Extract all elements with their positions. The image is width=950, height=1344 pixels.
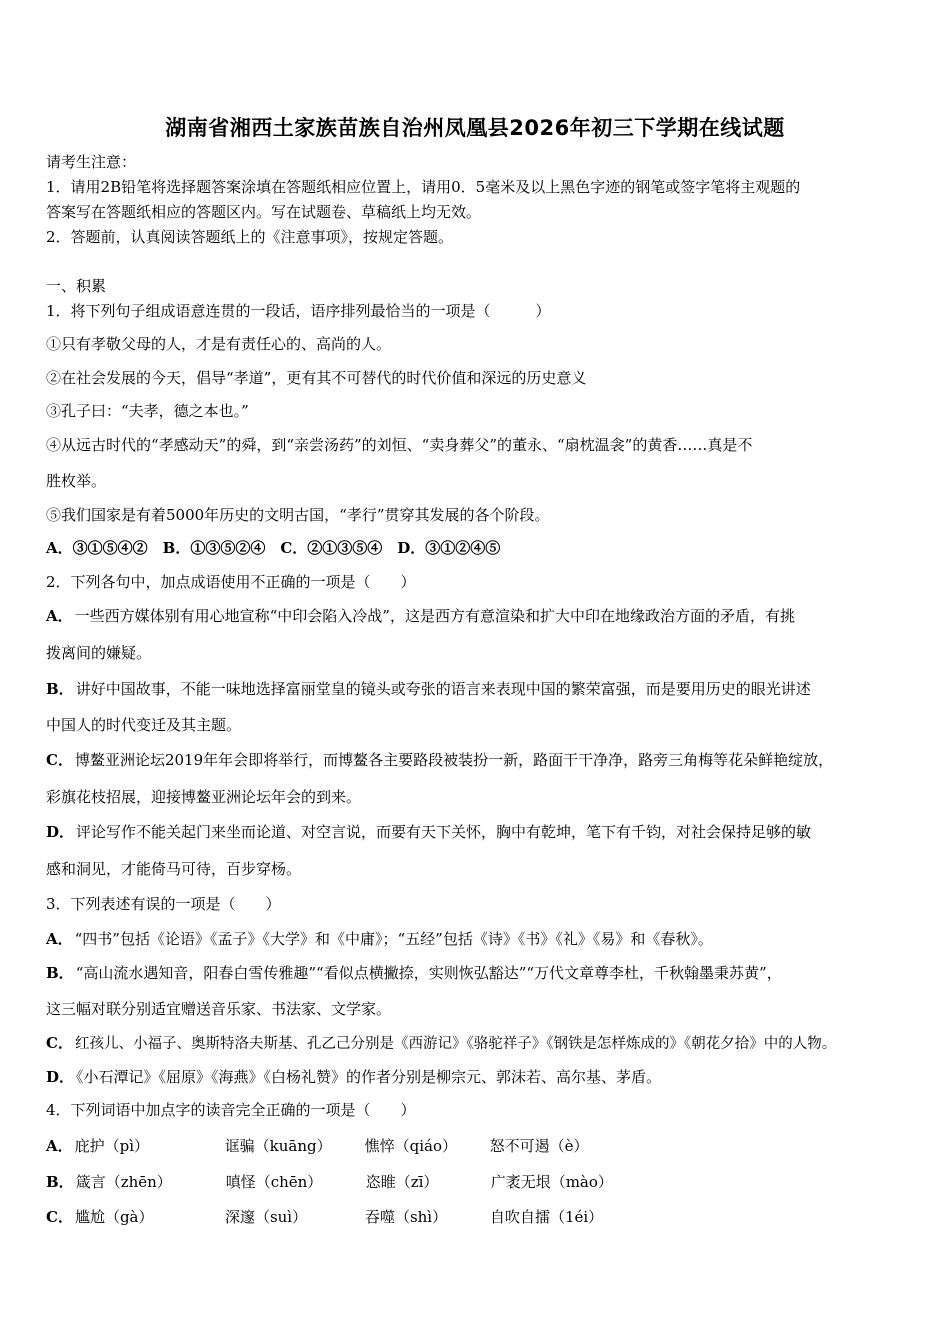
notice-line: 答案写在答题纸相应的答题区内。写在试题卷、草稿纸上均无效。 [46, 203, 482, 221]
word-item: 箴言（zhēn） [75, 1173, 172, 1191]
word-item: 广袤无垠（mào） [490, 1173, 613, 1191]
option-text: 《小石潭记》《屈原》《海燕》《白杨礼赞》的作者分别是柳宗元、郭沫若、高尔基、茅盾。 [76, 1068, 662, 1086]
option-text: “高山流水遇知音，阳春白雪传雅趣”“看似点横撇捺，实则恢弘豁达”“万代文章尊李杜，千秋翰墨秉苏黄”， [75, 964, 782, 982]
option-label: B． [46, 964, 74, 982]
notice-line: 1．请用2B铅笔将选择题答案涂填在答题纸相应位置上，请用0．5毫米及以上黑色字迹的钢笔或签字笔将主观题的 [46, 178, 801, 196]
question-stem: 4．下列词语中加点字的读音完全正确的一项是（ ） [46, 1101, 416, 1119]
section-heading: 一、积累 [46, 277, 107, 295]
option-text: 讲好中国故事，不能一味地选择富丽堂皇的镜头或夸张的语言来表现中国的繁荣富强，而是要用历史的眼光讲述 [75, 680, 811, 698]
sentence: ④从远古时代的“孝感动天”的舜，到“亲尝汤药”的刘恒、“卖身葬父”的董永、“扇枕温衾”的黄香……真是不 [46, 436, 753, 454]
option-text: 博鳌亚洲论坛2019年年会即将举行，而博鳌各主要路段被装扮一新，路面干干净净，路旁三角梅等花朵鲜艳绽放， [74, 751, 834, 769]
notice-line: 2．答题前，认真阅读答题纸上的《注意事项》，按规定答题。 [46, 228, 454, 246]
word-item: 尴尬（gà） [74, 1208, 154, 1226]
notice-heading: 请考生注意： [46, 153, 137, 171]
option-label: D． [46, 823, 75, 841]
option-label: A． [46, 1137, 73, 1155]
word-item: 恣睢（zī） [365, 1173, 439, 1191]
option-text: 红孩儿、小福子、奥斯特洛夫斯基、孔乙己分别是《西游记》《骆驼祥子》《钢铁是怎样炼成的》《朝花夕拾》中的人物。 [74, 1036, 837, 1052]
option-label: C． [46, 751, 73, 769]
option-label: D． [46, 1068, 75, 1086]
option-text: 彩旗花枝招展，迎接博鳌亚洲论坛年会的到来。 [46, 788, 362, 806]
question-stem: 3．下列表述有误的一项是（ ） [46, 895, 281, 913]
option-text: 拨离间的嫌疑。 [46, 644, 152, 662]
option-text: 这三幅对联分别适宜赠送音乐家、书法家、文学家。 [46, 1000, 392, 1018]
word-item: 憔悴（qiáo） [364, 1137, 458, 1155]
word-item: 诓骗（kuāng） [224, 1137, 332, 1155]
option-text: 一些西方媒体别有用心地宣称“中印会陷入冷战”，这是西方有意渲染和扩大中印在地缘政治方面的矛盾，有挑 [74, 607, 795, 625]
option-label: A． [46, 930, 73, 948]
sentence: ①只有孝敬父母的人，才是有责任心的、高尚的人。 [46, 335, 392, 353]
option-label: C． [46, 1034, 73, 1052]
option-label: B． [46, 680, 74, 698]
question-stem: 1．将下列句子组成语意连贯的一段话，语序排列最恰当的一项是（ ） [46, 302, 551, 320]
sentence: ③孔子曰：“夫孝，德之本也。” [46, 402, 249, 420]
word-item: 怒不可遏（è） [489, 1137, 589, 1155]
option-label: B． [46, 1173, 74, 1191]
option-row [46, 1136, 916, 1156]
option-label: A． [46, 607, 73, 625]
word-item: 吞噬（shì） [364, 1208, 448, 1226]
option-text: “四书”包括《论语》《孟子》《大学》和《中庸》；“五经”包括《诗》《书》《礼》《易》和《春秋》。 [74, 930, 713, 948]
word-item: 自吹自擂（1éi） [489, 1208, 604, 1226]
word-item: 深邃（suì） [224, 1208, 308, 1226]
option-row [46, 1172, 916, 1192]
word-item: 庇护（pì） [74, 1137, 150, 1155]
option-text: 评论写作不能关起门来坐而论道、对空言说，而要有天下关怀，胸中有乾坤，笔下有千钧，对社会保持足够的敏 [76, 823, 812, 841]
options: A．③①⑤④② B．①③⑤②④ C．②①③⑤④ D．③①②④⑤ [46, 539, 501, 557]
exam-title: 湖南省湘西土家族苗族自治州凤凰县2026年初三下学期在线试题 [165, 116, 785, 140]
word-item: 嗔怪（chēn） [225, 1173, 323, 1191]
sentence: 胜枚举。 [46, 472, 107, 490]
option-text: 感和洞见，才能倚马可待，百步穿杨。 [46, 860, 302, 878]
option-label: C． [46, 1208, 73, 1226]
sentence: ②在社会发展的今天，倡导“孝道”，更有其不可替代的时代价值和深远的历史意义 [46, 369, 587, 387]
option-text: 中国人的时代变迁及其主题。 [46, 716, 242, 734]
sentence: ⑤我们国家是有着5000年历史的文明古国，“孝行”贯穿其发展的各个阶段。 [46, 506, 550, 524]
option-row [46, 1207, 916, 1227]
question-stem: 2．下列各句中，加点成语使用不正确的一项是（ ） [46, 573, 416, 591]
